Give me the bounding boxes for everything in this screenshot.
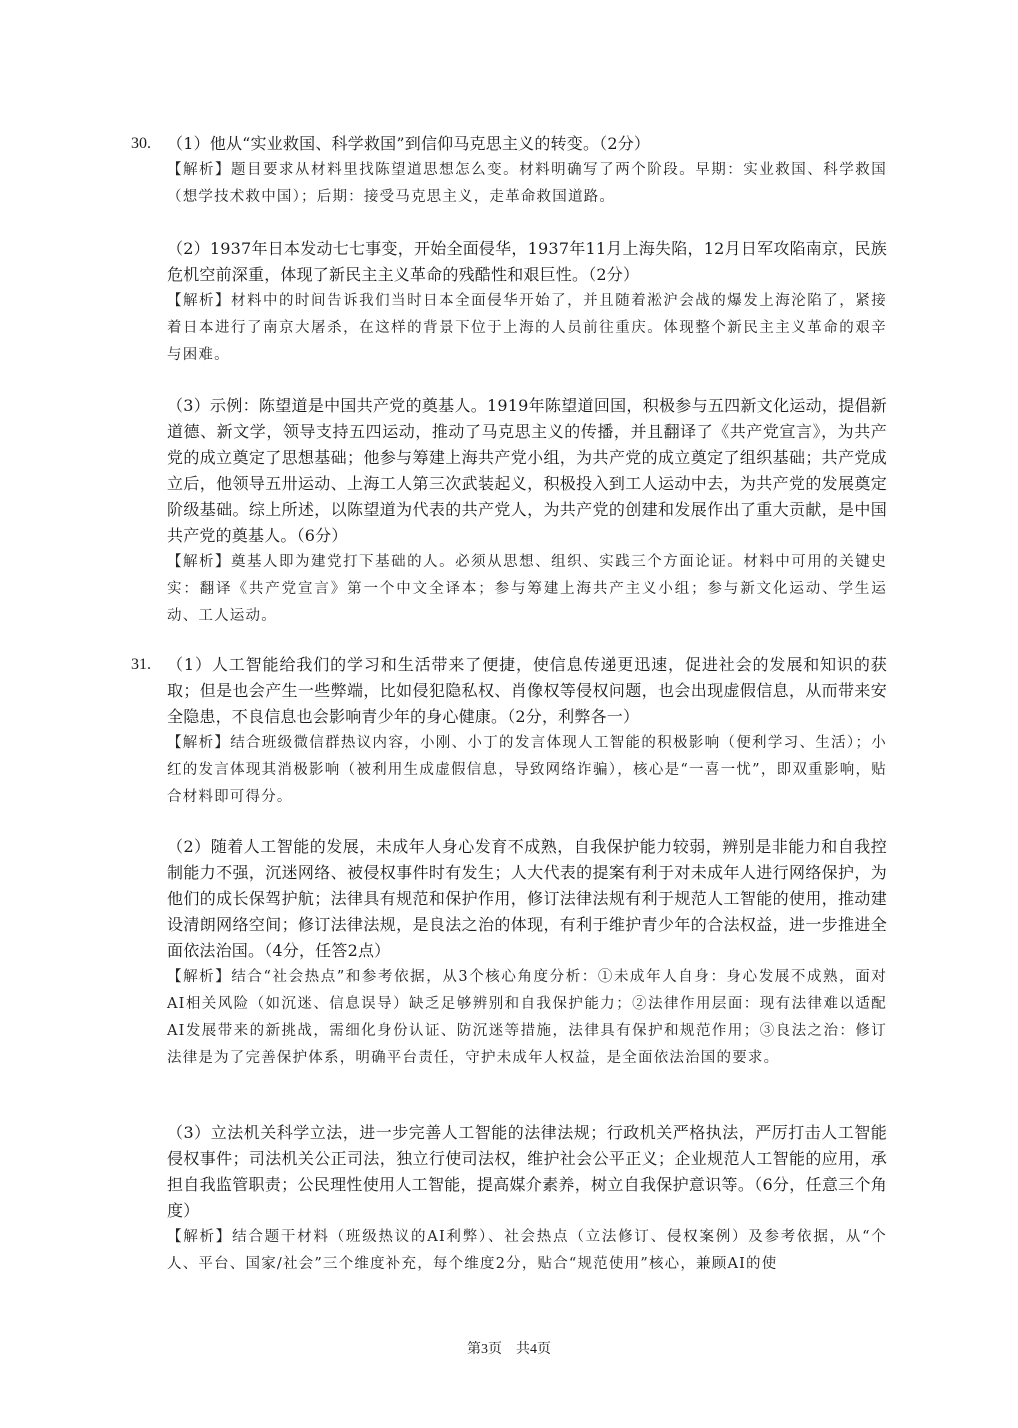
q30-part3-answer: （3）示例：陈望道是中国共产党的奠基人。1919年陈望道回国，积极参与五四新文化运动，提倡新道德、新文学，领导支持五四运动，推动了马克思主义的传播，并且翻译了《共产党宣言》，为共产党的成立奠定了思想基础；他参与筹建上海共产党小组，为共产党的成立奠定了组织基础；共产党成立后，他领导五卅运动、上海工人第三次武装起义，积极投入到工人运动中去，为共产党的发展奠定阶级基础。综上所述，以陈望道为代表的共产党人，为共产党的创建和发展作出了重大贡献，是中国共产党的奠基人。（6分） xyxy=(167,396,887,545)
q31-part3-analysis: 【解析】结合题干材料（班级热议的AI利弊）、社会热点（立法修订、侵权案例）及参考依据，从“个人、平台、国家/社会”三个维度补充，每个维度2分，贴合“规范使用”核心，兼顾AI的使 xyxy=(167,1229,887,1272)
question-number-31: 31. xyxy=(131,656,151,673)
q31-part3 xyxy=(167,1120,887,1278)
q30-part2-analysis: 【解析】材料中的时间告诉我们当时日本全面侵华开始了，并且随着淞沪会战的爆发上海沦陷了，紧接着日本进行了南京大屠杀，在这样的背景下位于上海的人员前往重庆。体现整个新民主主义革命的艰辛与困难。 xyxy=(167,293,887,363)
q31-part1 xyxy=(167,652,887,811)
question-number-30: 30. xyxy=(131,135,151,152)
q31-part1-analysis: 【解析】结合班级微信群热议内容，小刚、小丁的发言体现人工智能的积极影响（便利学习、生活）；小红的发言体现其消极影响（被利用生成虚假信息，导致网络诈骗），核心是“一喜一忧”，即双重影响，贴合材料即可得分。 xyxy=(167,735,887,805)
q31-part1-answer: （1）人工智能给我们的学习和生活带来了便捷，使信息传递更迅速，促进社会的发展和知识的获取；但是也会产生一些弊端，比如侵犯隐私权、肖像权等侵权问题，也会出现虚假信息，从而带来安全隐患，不良信息也会影响青少年的身心健康。（2分，利弊各一） xyxy=(167,655,887,726)
q31-part3-answer: （3）立法机关科学立法，进一步完善人工智能的法律法规；行政机关严格执法，严厉打击人工智能侵权事件；司法机关公正司法，独立行使司法权，维护社会公平正义；企业规范人工智能的应用，承担自我监管职责；公民理性使用人工智能，提高媒介素养，树立自我保护意识等。（6分，任意三个角度） xyxy=(167,1123,887,1220)
q31-part2 xyxy=(167,834,887,1072)
q30-part2 xyxy=(167,236,887,369)
q30-part1-analysis: 【解析】题目要求从材料里找陈望道思想怎么变。材料明确写了两个阶段。早期：实业救国、科学救国（想学技术救中国）；后期：接受马克思主义，走革命救国道路。 xyxy=(167,162,887,205)
page-footer: 第3页 共4页 xyxy=(467,1342,551,1357)
q31-part2-analysis: 【解析】结合“社会热点”和参考依据，从3个核心角度分析：①未成年人自身：身心发展不成熟，面对AI相关风险（如沉迷、信息误导）缺乏足够辨别和自我保护能力；②法律作用层面：现有法律难以适配AI发展带来的新挑战，需细化身份认证、防沉迷等措施，法律具有保护和规范作用；③良法之治：修订法律是为了完善保护体系，明确平台责任，守护未成年人权益，是全面依法治国的要求。 xyxy=(167,969,887,1066)
q30-part1 xyxy=(167,131,887,211)
q30-part3 xyxy=(167,393,887,630)
q31-part2-answer: （2）随着人工智能的发展，未成年人身心发育不成熟，自我保护能力较弱，辨别是非能力和自我控制能力不强，沉迷网络、被侵权事件时有发生；人大代表的提案有利于对未成年人进行网络保护，为他们的成长保驾护航；法律具有规范和保护作用，修订法律法规有利于规范人工智能的使用，推动建设清朗网络空间；修订法律法规，是良法之治的体现，有利于维护青少年的合法权益，进一步推进全面依法治国。（4分，任答2点） xyxy=(167,837,887,960)
q30-part2-answer: （2）1937年日本发动七七事变，开始全面侵华，1937年11月上海失陷，12月日军攻陷南京，民族危机空前深重，体现了新民主主义革命的残酷性和艰巨性。（2分） xyxy=(167,239,887,284)
q30-part3-analysis: 【解析】奠基人即为建党打下基础的人。必须从思想、组织、实践三个方面论证。材料中可用的关键史实：翻译《共产党宣言》第一个中文全译本；参与筹建上海共产主义小组；参与新文化运动、学生运动、工人运动。 xyxy=(167,554,887,624)
q30-part1-answer: （1）他从“实业救国、科学救国”到信仰马克思主义的转变。（2分） xyxy=(167,134,651,153)
